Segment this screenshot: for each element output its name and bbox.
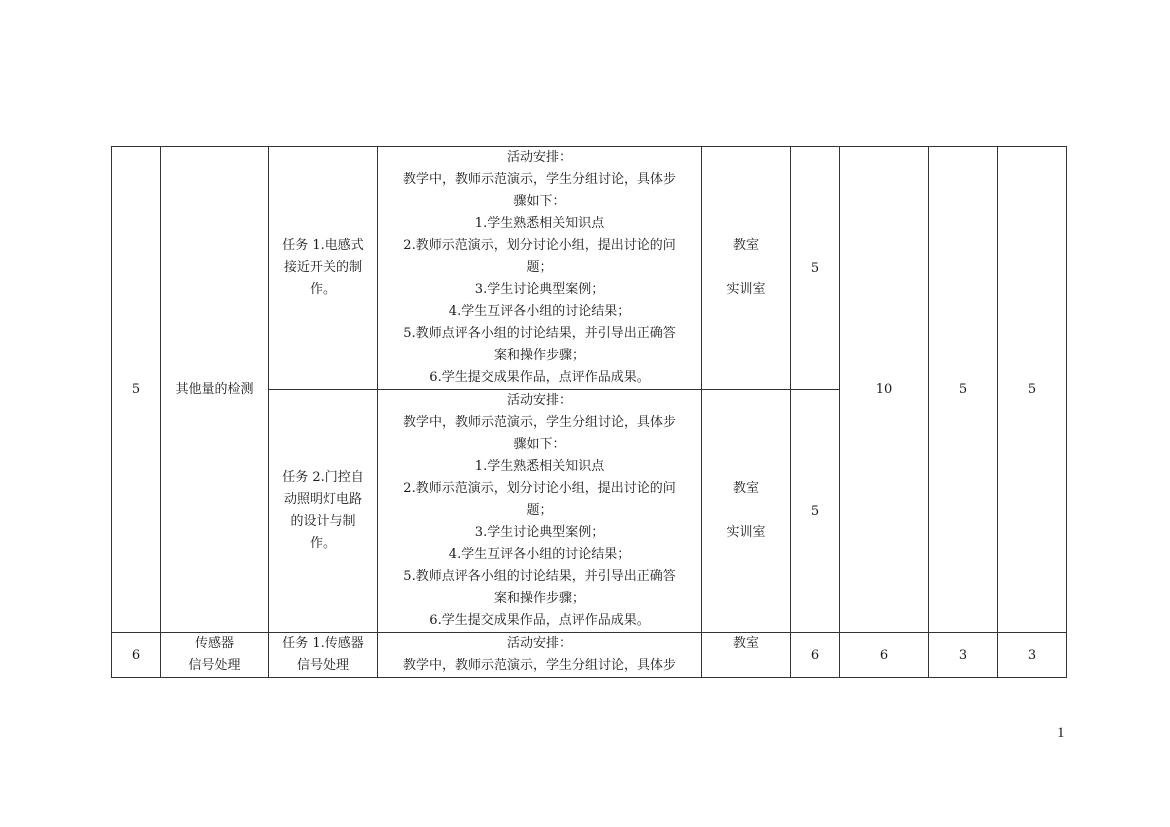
activity-line: 4.学生互评各小组的讨论结果； xyxy=(448,304,631,319)
activity-line: 题； xyxy=(526,503,553,518)
task-line: 作。 xyxy=(309,536,336,551)
activity-line: 教学中，教师示范演示，学生分组讨论，具体步 xyxy=(402,415,676,430)
location-cell xyxy=(702,147,791,390)
item-line: 信号处理 xyxy=(188,658,241,673)
task-hours-cell: 5 xyxy=(791,147,840,390)
activity-line: 教学中，教师示范演示，学生分组讨论，具体步 xyxy=(402,658,676,673)
activity-line: 6.学生提交成果作品，点评作品成果。 xyxy=(429,370,650,385)
activity-line: 5.教师点评各小组的讨论结果，并引导出正确答 xyxy=(403,326,676,341)
task-cell xyxy=(269,147,378,390)
activity-line: 3.学生讨论典型案例； xyxy=(474,525,605,540)
task-hours-cell: 5 xyxy=(791,390,840,633)
table-body xyxy=(112,147,1067,678)
activity-line: 活动安排： xyxy=(506,636,572,651)
total-hours-cell: 6 xyxy=(840,633,929,678)
item-cell xyxy=(161,633,269,678)
task-line: 动照明灯电路 xyxy=(283,492,362,507)
location-cell xyxy=(702,633,791,678)
activity-cell xyxy=(378,147,702,390)
theory-hours-cell: 3 xyxy=(929,633,998,678)
row-number-cell: 6 xyxy=(112,633,161,678)
practice-hours-cell: 5 xyxy=(998,147,1067,633)
task-cell xyxy=(269,390,378,633)
activity-line: 教学中，教师示范演示，学生分组讨论，具体步 xyxy=(402,172,676,187)
item-line: 其他量的检测 xyxy=(175,381,254,397)
item-cell xyxy=(161,147,269,633)
task-line: 任务 2.门控自 xyxy=(282,470,364,485)
task-line: 作。 xyxy=(309,282,336,297)
row-number-cell: 5 xyxy=(112,147,161,633)
location-cell xyxy=(702,390,791,633)
activity-line: 题； xyxy=(526,260,553,275)
task-line: 的设计与制 xyxy=(290,514,356,529)
location-line: 教室 xyxy=(732,481,759,496)
theory-hours-cell: 5 xyxy=(929,147,998,633)
table-row xyxy=(112,633,1067,678)
location-line: 教室 xyxy=(732,238,759,253)
item-line: 传感器 xyxy=(194,636,234,651)
activity-cell xyxy=(378,390,702,633)
location-line: 教室 xyxy=(732,636,759,651)
activity-line: 骤如下： xyxy=(513,437,566,452)
activity-line: 2.教师示范演示，划分讨论小组，提出讨论的问 xyxy=(403,238,676,253)
location-line: 实训室 xyxy=(726,282,766,297)
activity-line: 5.教师点评各小组的讨论结果，并引导出正确答 xyxy=(403,569,676,584)
page-number: 1 xyxy=(1057,725,1065,741)
total-hours-cell: 10 xyxy=(840,147,929,633)
task-hours-cell: 6 xyxy=(791,633,840,678)
activity-line: 1.学生熟悉相关知识点 xyxy=(474,459,605,474)
activity-line: 案和操作步骤； xyxy=(493,591,585,606)
activity-line: 4.学生互评各小组的讨论结果； xyxy=(448,547,631,562)
activity-line: 6.学生提交成果作品，点评作品成果。 xyxy=(429,613,650,628)
task-line: 任务 1.电感式 xyxy=(282,238,364,253)
teaching-plan-table xyxy=(111,146,1067,678)
activity-line: 活动安排： xyxy=(506,150,572,165)
activity-line: 3.学生讨论典型案例； xyxy=(474,282,605,297)
activity-line: 活动安排： xyxy=(506,393,572,408)
task-line: 信号处理 xyxy=(296,658,349,673)
activity-cell xyxy=(378,633,702,678)
location-line: 实训室 xyxy=(726,525,766,540)
practice-hours-cell: 3 xyxy=(998,633,1067,678)
activity-line: 骤如下： xyxy=(513,194,566,209)
activity-line: 案和操作步骤； xyxy=(493,348,585,363)
activity-line: 1.学生熟悉相关知识点 xyxy=(474,216,605,231)
task-line: 任务 1.传感器 xyxy=(282,636,364,651)
table-row xyxy=(112,147,1067,390)
activity-line: 2.教师示范演示，划分讨论小组，提出讨论的问 xyxy=(403,481,676,496)
task-cell xyxy=(269,633,378,678)
task-line: 接近开关的制 xyxy=(283,260,362,275)
